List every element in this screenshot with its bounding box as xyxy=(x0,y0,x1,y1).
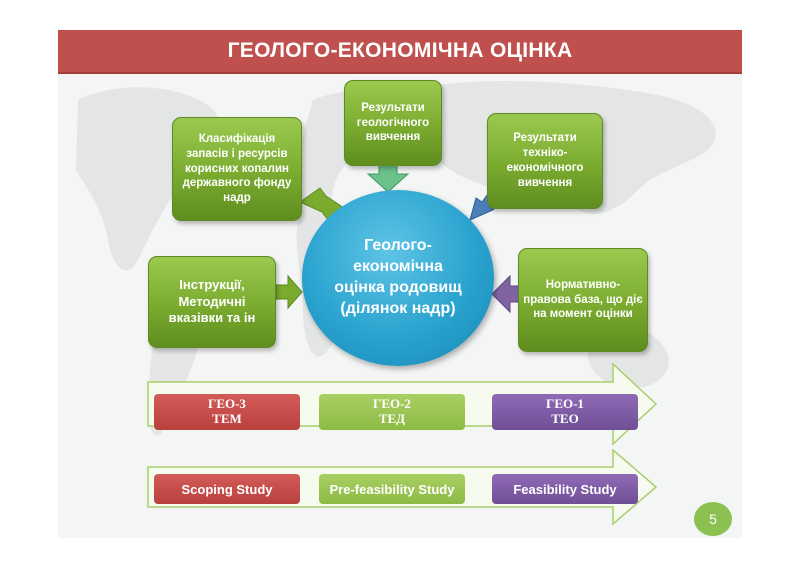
box-normative xyxy=(518,248,648,352)
box-classification xyxy=(172,117,302,221)
center-circle-text: Геолого-економічна оцінка родовищ (ділянок надр) xyxy=(334,237,462,317)
stage-geo2-abbr: ТЕД xyxy=(378,411,406,426)
stage-scoping-label: Scoping Study xyxy=(181,481,273,497)
arrow-geological-icon xyxy=(368,164,408,192)
slide xyxy=(58,30,742,538)
page-number xyxy=(694,502,732,536)
stage-geo1-abbr: ТЕО xyxy=(551,411,579,426)
stage-geo3-abbr: ТЕМ xyxy=(212,411,242,426)
stage-geo3-code: ГЕО-3 xyxy=(208,396,246,412)
stage-feasibility xyxy=(492,474,638,504)
stage-scoping xyxy=(154,474,300,504)
box-geological xyxy=(344,80,442,166)
box-normative-text: Нормативно-правова база, що діє на момент оцінки xyxy=(523,278,643,321)
stage-geo2 xyxy=(319,394,465,430)
box-technical-text: Результати техніко-економічного вивчення xyxy=(506,132,584,189)
center-circle xyxy=(302,190,494,366)
stage-geo2-code: ГЕО-2 xyxy=(373,396,411,412)
stage-prefeasibility xyxy=(319,474,465,504)
slide-title: ГЕОЛОГО-ЕКОНОМІЧНА ОЦІНКА xyxy=(227,39,573,62)
arrow-instructions-icon xyxy=(276,276,302,308)
stage-geo3 xyxy=(154,394,300,430)
box-geological-text: Результати геологічного вивчення xyxy=(356,101,430,144)
stage-geo1 xyxy=(492,394,638,430)
page-number-text: 5 xyxy=(709,511,717,527)
stage-feasibility-label: Feasibility Study xyxy=(513,481,617,497)
stage-prefeasibility-label: Pre-feasibility Study xyxy=(329,481,455,497)
box-instructions xyxy=(148,256,276,348)
box-technical xyxy=(487,113,603,209)
stage-geo1-code: ГЕО-1 xyxy=(546,396,584,412)
box-instructions-text: Інструкції, Методичні вказівки та ін xyxy=(168,276,256,326)
box-classification-text: Класифікація запасів і ресурсів корисних копалин державного фонду надр xyxy=(182,132,292,205)
